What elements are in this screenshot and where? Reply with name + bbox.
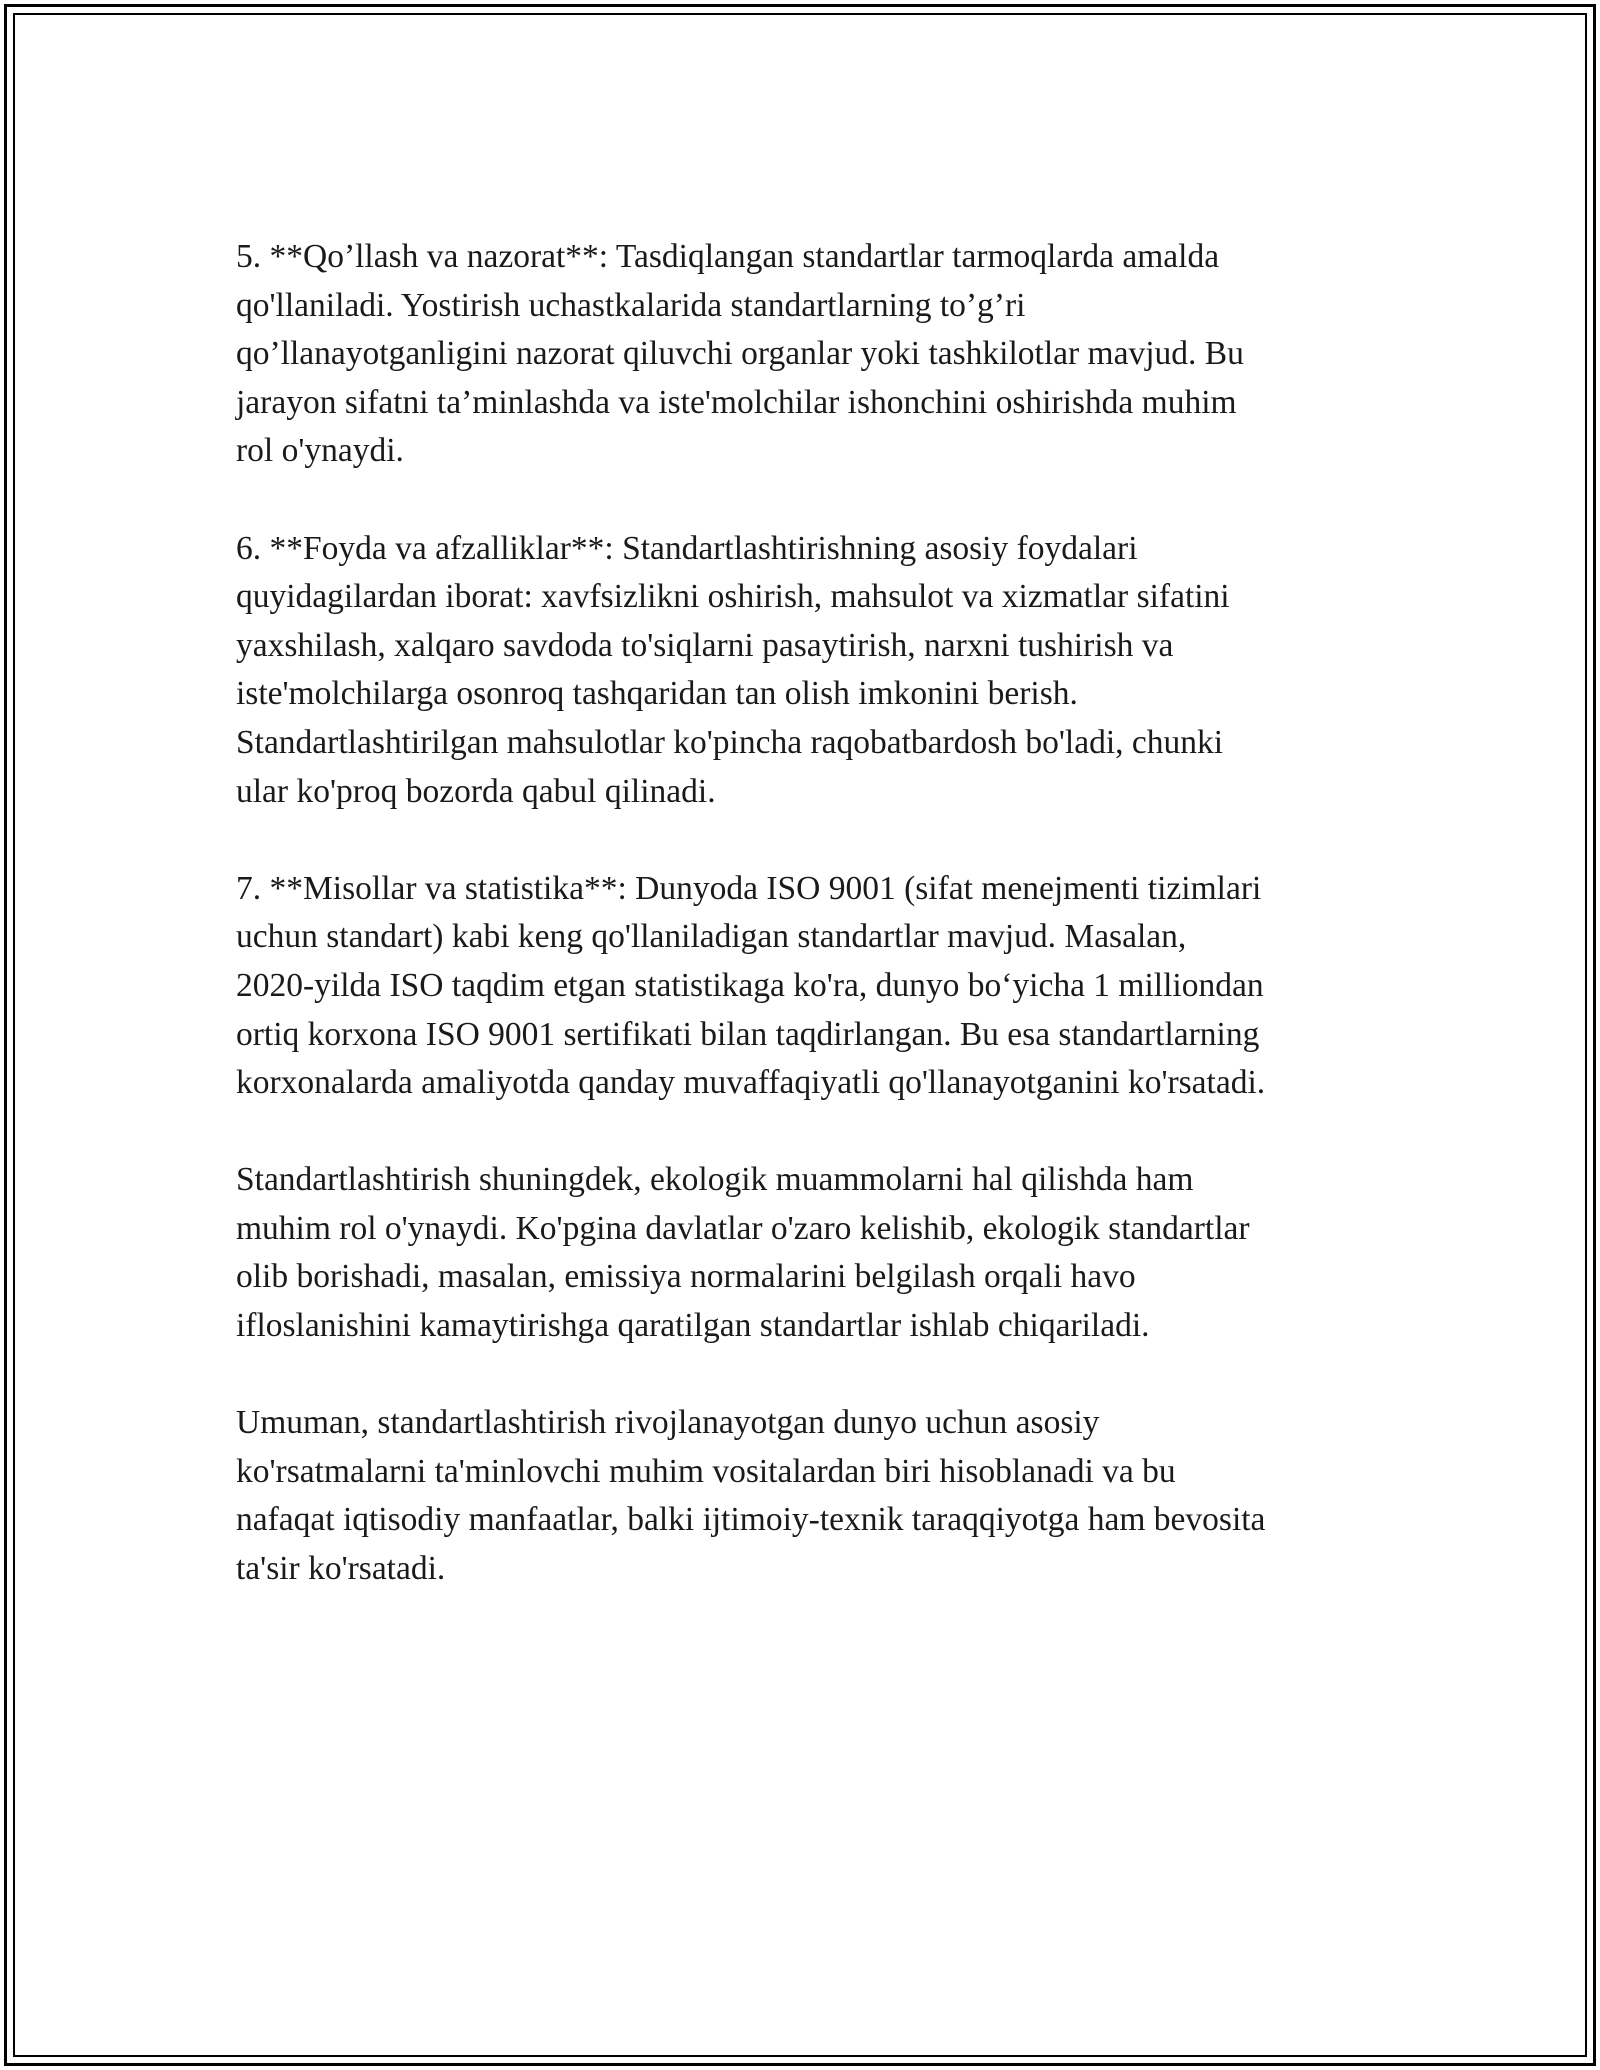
paragraph-misollar-va-statistika: 7. **Misollar va statistika**: Dunyoda ISO 9001 (sifat menejmenti tizimlari uchun standart) kabi keng qo'llaniladigan standartlar mavjud. Masalan, 2020-yilda ISO taqdim etgan statistikaga ko'ra, dunyo bo‘yicha 1 milliondan ortiq korxona ISO 9001 sertifikati bilan taqdirlangan. Bu esa standartlarning korxonalarda amaliyotda qanday muvaffaqiyatli qo'llanayotganini ko'rsatadi. — [236, 869, 1266, 1102]
paragraph-foyda-va-afzalliklar: 6. **Foyda va afzalliklar**: Standartlashtirishning asosiy foydalari quyidagilardan iborat: xavfsizlikni oshirish, mahsulot va xizmatlar sifatini yaxshilash, xalqaro savdoda to'siqlarni pasaytirish, narxni tushirish va iste'molchilarga osonroq tashqaridan tan olish imkonini berish. Standartlashtirilgan mahsulotlar ko'pincha raqobatbardosh bo'ladi, chunki ular ko'proq bozorda qabul qilinadi. — [236, 529, 1230, 810]
document-body — [236, 233, 1366, 1642]
paragraph-qollash-va-nazorat: 5. **Qo’llash va nazorat**: Tasdiqlangan standartlar tarmoqlarda amalda qo'llaniladi. Yostirish uchastkalarida standartlarning to’g’ri qo’llanayotganligini nazorat qiluvchi organlar yoki tashkilotlar mavjud. Bu jarayon sifatni ta’minlashda va iste'molchilar ishonchini oshirishda muhim rol o'ynaydi. — [236, 238, 1244, 470]
paragraph-ekologik-muammolar: Standartlashtirish shuningdek, ekologik muammolarni hal qilishda ham muhim rol o'ynaydi. Ko'pgina davlatlar o'zaro kelishib, ekologik standartlar olib borishadi, masalan, emissiya normalarini belgilash orqali havo ifloslanishini kamaytirishga qaratilgan standartlar ishlab chiqariladi. — [236, 1161, 1250, 1345]
paragraph-umuman: Umuman, standartlashtirish rivojlanayotgan dunyo uchun asosiy ko'rsatmalarni ta'minlovchi muhim vositalardan biri hisoblanadi va bu nafaqat iqtisodiy manfaatlar, balki ijtimoiy-texnik taraqqiyotga ham bevosita ta'sir ko'rsatadi. — [236, 1404, 1266, 1588]
